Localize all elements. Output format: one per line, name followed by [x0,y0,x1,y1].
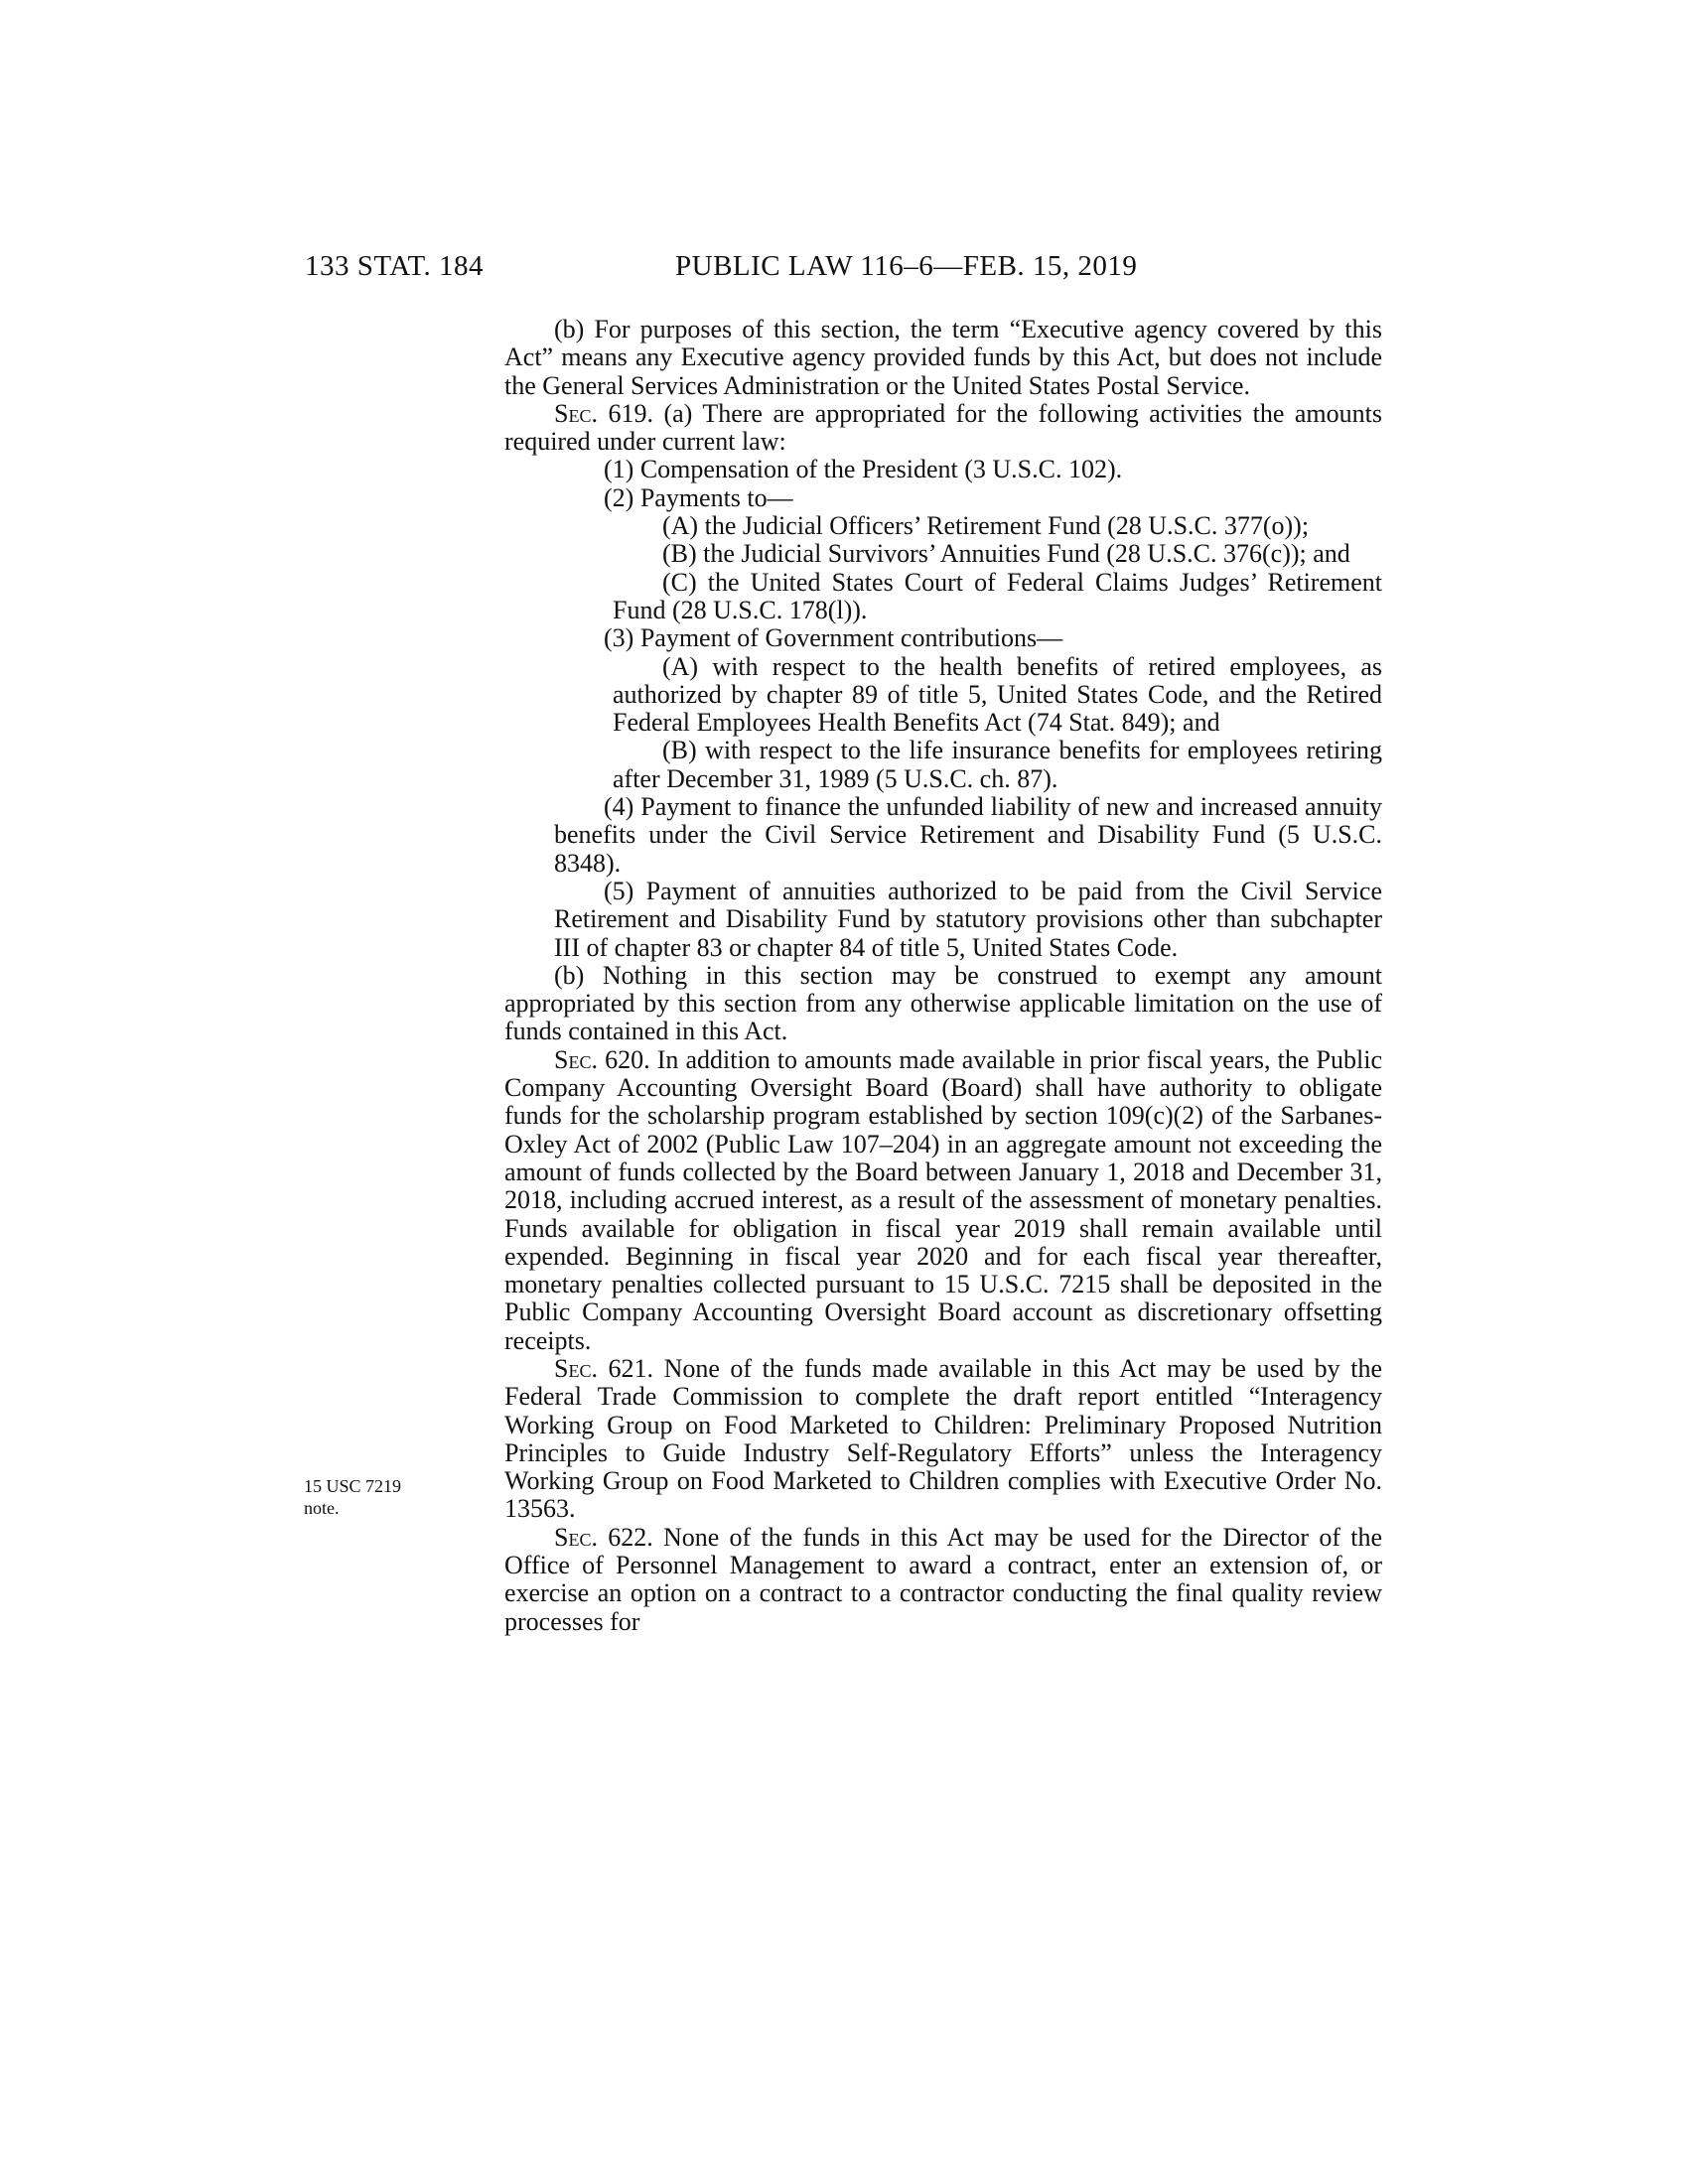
item-619-1: (1) Compensation of the President (3 U.S.C. 102). [604,455,1123,484]
margin-note-line1: 15 USC 7219 [304,1476,402,1496]
item-619-4: (4) Payment to finance the unfunded liability of new and increased annuity benefits under the Civil Service Retirement and Disability Fund (5 U.S.C. 8348). [554,792,1382,878]
item-619-5: (5) Payment of annuities authorized to be paid from the Civil Service Retirement and Disability Fund by statutory provisions other than subchapter III of chapter 83 or chapter 84 of title 5, United States Code. [554,876,1382,962]
section-text: 622. None of the funds in this Act may be used for the Director of the Office of Personnel Management to award a contract, enter an extension of, or exercise an option on a contract to a contractor conducting the final quality review processes for [504,1522,1382,1636]
item-619-2: (2) Payments to— [604,482,793,512]
item-619-2C: (C) the United States Court of Federal Claims Judges’ Retirement Fund (28 U.S.C. 178(l)). [613,567,1382,624]
section-text: 621. None of the funds made available in this Act may be used by the Federal Trade Commission to complete the draft report entitled “Interagency Working Group on Food Marketed to Children: Preliminary Proposed Nutrition Principles to Guide Industry Self-Regulatory Efforts” unless the Interagency Working Group on Food Marketed to Children complies with Executive Order No. 13563. [504,1353,1382,1524]
item-619-3A: (A) with respect to the health benefits of retired employees, as authorized by chapter 89 of title 5, United States Code, and the Retired Federal Employees Health Benefits Act (74 Stat. 849); and [613,651,1382,738]
item-619-3: (3) Payment of Government contributions— [604,623,1063,653]
item-619-2B: (B) the Judicial Survivors’ Annuities Fund (28 U.S.C. 376(c)); and [662,539,1350,569]
document-body [504,316,1382,1636]
paragraph-619b: (b) Nothing in this section may be construed to exempt any amount appropriated by this section from any otherwise applicable limitation on the use of funds contained in this Act. [504,960,1382,1046]
section-620 [504,1046,1382,1355]
margin-note-line2: note. [304,1498,340,1518]
section-label: Sec. [554,1044,598,1074]
page-header [0,250,1688,290]
section-text: 619. (a) There are appropriated for the following activities the amounts required under current law: [504,398,1382,457]
margin-note [304,1475,443,1519]
section-text: 620. In addition to amounts made available in prior fiscal years, the Public Company Accounting Oversight Board (Board) shall have authority to obligate funds for the scholarship program established by section 109(c)(2) of the Sarbanes-Oxley Act of 2002 (Public Law 107–204) in an aggregate amount not exceeding the amount of funds collected by the Board between January 1, 2018 and December 31, 2018, including accrued interest, as a result of the assessment of monetary penalties. Funds available for obligation in fiscal year 2019 shall remain available until expended. Beginning in fiscal year 2020 and for each fiscal year thereafter, monetary penalties collected pursuant to 15 U.S.C. 7215 shall be deposited in the Public Company Accounting Oversight Board account as discretionary offsetting receipts. [504,1044,1382,1355]
public-law-title: PUBLIC LAW 116–6—FEB. 15, 2019 [675,250,1138,282]
section-label: Sec. [554,398,598,428]
section-label: Sec. [554,1353,598,1383]
stat-page-reference: 133 STAT. 184 [305,250,485,282]
item-619-3B: (B) with respect to the life insurance benefits for employees retiring after December 31, 1989 (5 U.S.C. ch. 87). [613,736,1382,793]
section-621 [504,1355,1382,1524]
paragraph-618b: (b) For purposes of this section, the term “Executive agency covered by this Act” means any Executive agency provided funds by this Act, but does not include the General Services Administration or the United States Postal Service. [504,315,1382,400]
section-619 [504,400,1382,457]
section-label: Sec. [554,1522,598,1552]
item-619-2A: (A) the Judicial Officers’ Retirement Fund (28 U.S.C. 377(o)); [662,511,1310,541]
section-622 [504,1524,1382,1636]
